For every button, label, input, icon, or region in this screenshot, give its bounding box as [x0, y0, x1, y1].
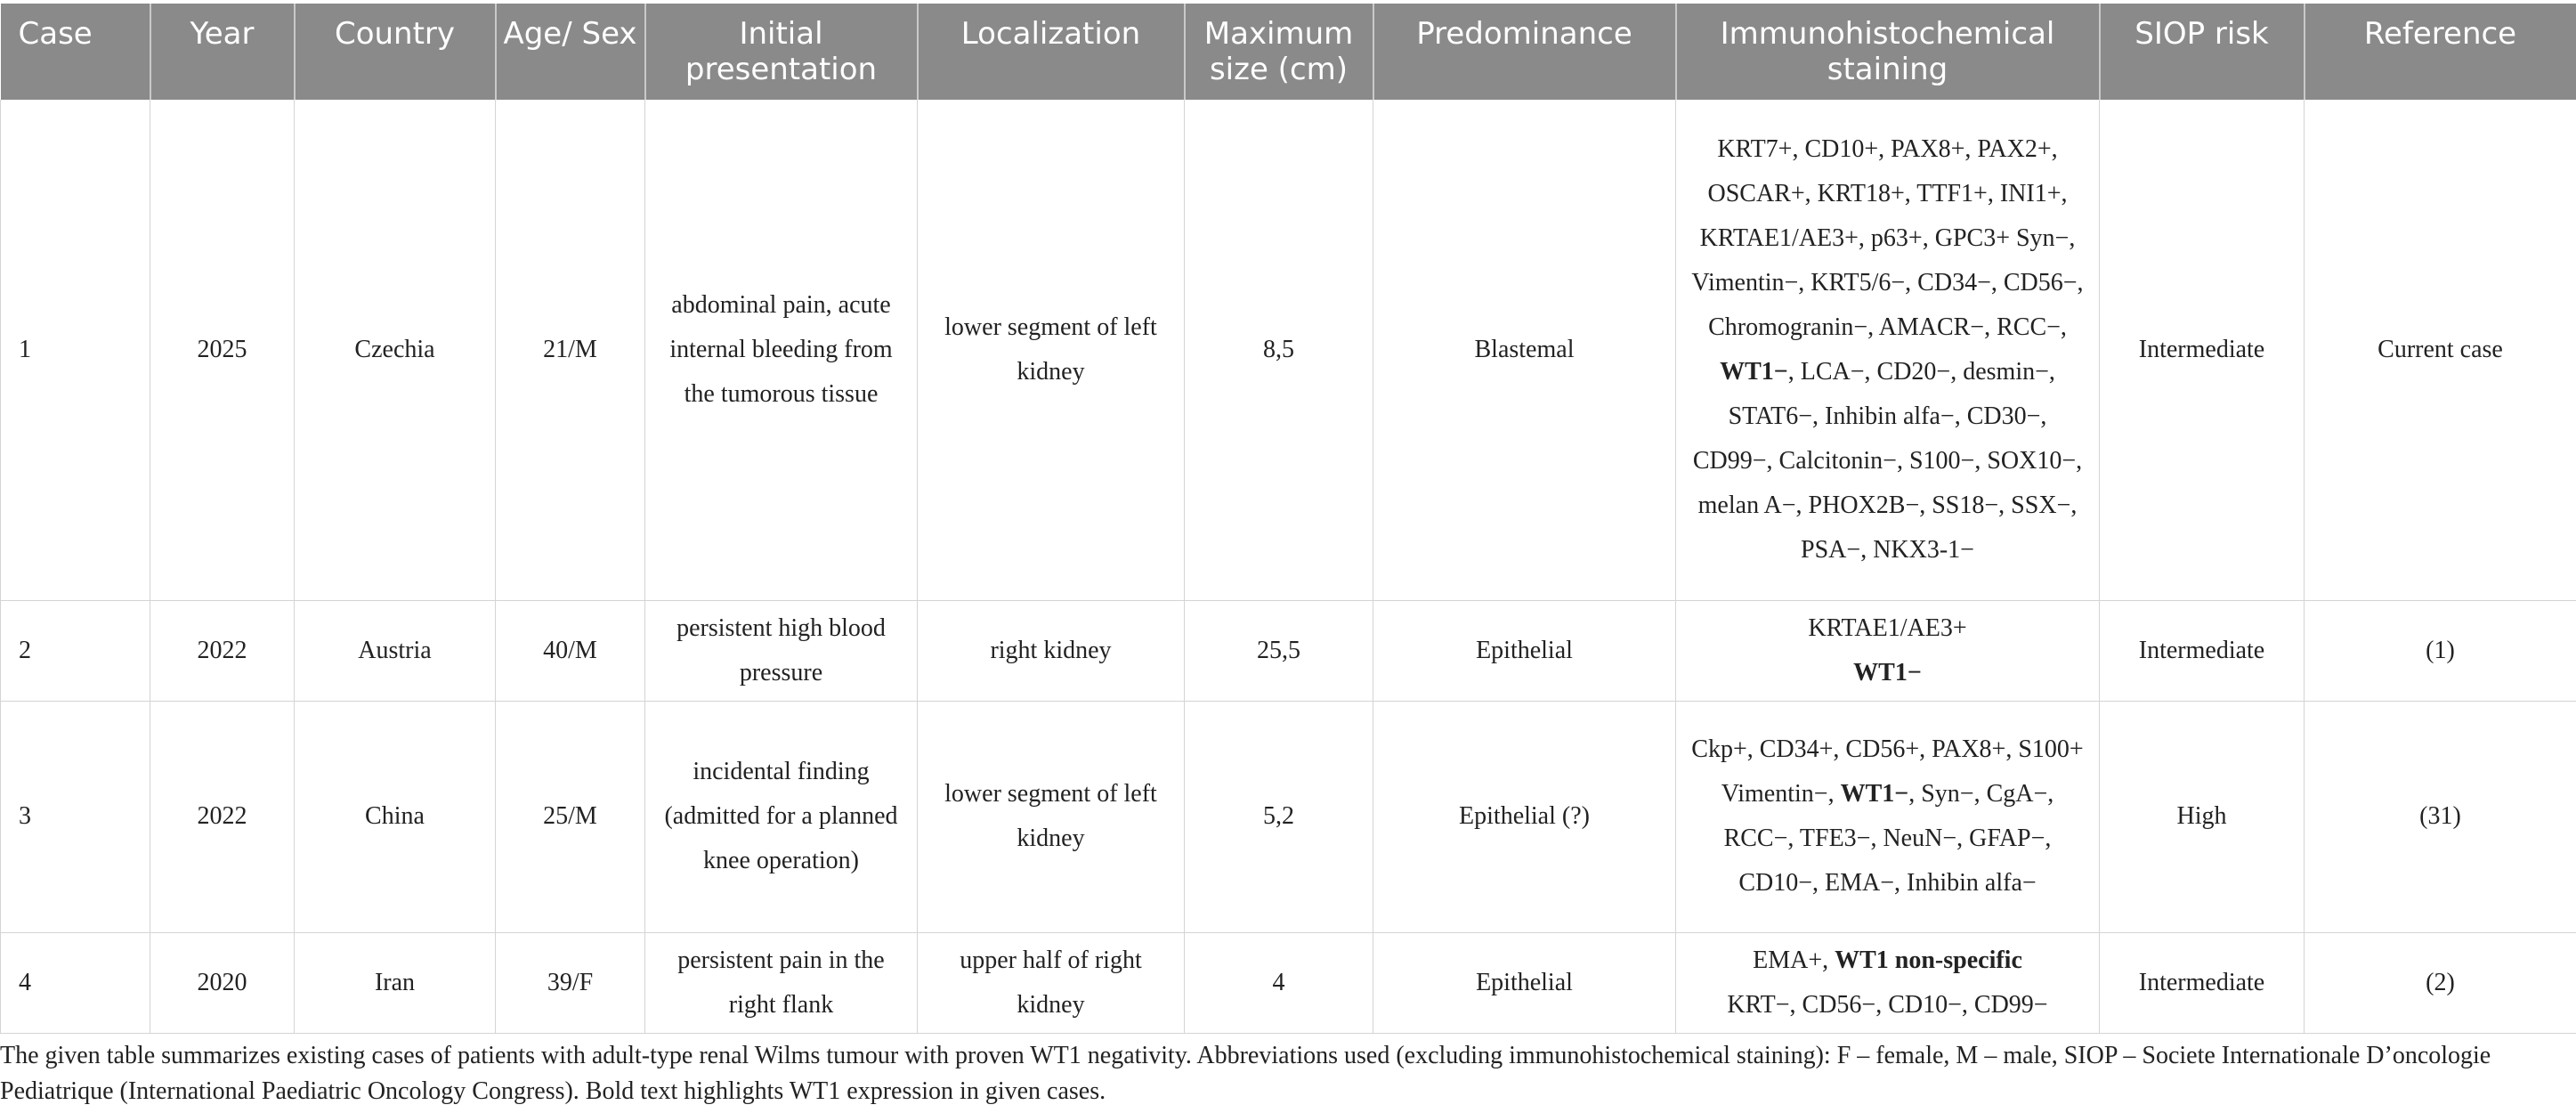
cell-age-sex: 40/M — [496, 600, 645, 701]
cell-max-size: 25,5 — [1185, 600, 1373, 701]
cell-presentation: persistent high blood pressure — [645, 600, 918, 701]
cell-localization: right kidney — [918, 600, 1185, 701]
wt1-expression: WT1− — [1840, 780, 1909, 808]
wt1-expression: WT1− — [1853, 658, 1922, 686]
wt1-expression: WT1 non-specific — [1835, 946, 2022, 974]
header-reference: Reference — [2305, 4, 2576, 100]
cell-age-sex: 25/M — [496, 701, 645, 932]
header-siop-risk: SIOP risk — [2100, 4, 2305, 100]
cell-age-sex: 39/F — [496, 932, 645, 1033]
header-immunohistochemical-staining: Immunohistochemical staining — [1676, 4, 2100, 100]
ihc-text: EMA+, — [1753, 946, 1829, 974]
ihc-text: KRT−, CD56−, CD10−, CD99− — [1727, 990, 2048, 1019]
cell-country: Iran — [295, 932, 496, 1033]
header-maximum-size: Maximum size (cm) — [1185, 4, 1373, 100]
header-year: Year — [150, 4, 295, 100]
header-localization: Localization — [918, 4, 1185, 100]
header-initial-presentation: Initial presentation — [645, 4, 918, 100]
cell-year: 2022 — [150, 701, 295, 932]
cell-case: 2 — [1, 600, 150, 701]
cell-siop-risk: Intermediate — [2100, 100, 2305, 600]
table-header-row — [1, 4, 2576, 100]
table-row — [1, 600, 2576, 701]
cell-max-size: 4 — [1185, 932, 1373, 1033]
header-predominance: Predominance — [1373, 4, 1676, 100]
cell-predominance: Epithelial — [1373, 600, 1676, 701]
cell-presentation: persistent pain in the right flank — [645, 932, 918, 1033]
wt1-expression: WT1− — [1720, 357, 1788, 386]
cell-year: 2025 — [150, 100, 295, 600]
reference-link[interactable]: (2) — [2426, 968, 2455, 996]
cell-country: China — [295, 701, 496, 932]
cell-year: 2022 — [150, 600, 295, 701]
ihc-text: Vimentin−, — [1721, 780, 1835, 808]
header-case: Case — [1, 4, 150, 100]
cell-country: Czechia — [295, 100, 496, 600]
cell-predominance: Epithelial — [1373, 932, 1676, 1033]
ihc-text: KRTAE1/AE3+ — [1808, 613, 1967, 642]
cell-ihc — [1676, 600, 2100, 701]
cell-presentation: incidental finding (admitted for a planned knee operation) — [645, 701, 918, 932]
cell-max-size: 8,5 — [1185, 100, 1373, 600]
cell-localization: upper half of right kidney — [918, 932, 1185, 1033]
cell-case: 1 — [1, 100, 150, 600]
cell-case: 3 — [1, 701, 150, 932]
cell-max-size: 5,2 — [1185, 701, 1373, 932]
cell-country: Austria — [295, 600, 496, 701]
cell-presentation: abdominal pain, acute internal bleeding from the tumorous tissue — [645, 100, 918, 600]
cell-siop-risk: Intermediate — [2100, 932, 2305, 1033]
cell-siop-risk: High — [2100, 701, 2305, 932]
cell-year: 2020 — [150, 932, 295, 1033]
cell-age-sex: 21/M — [496, 100, 645, 600]
cell-localization: lower segment of left kidney — [918, 701, 1185, 932]
cell-predominance: Blastemal — [1373, 100, 1676, 600]
ihc-text: KRT7+, CD10+, PAX8+, PAX2+, OSCAR+, KRT18+, TTF1+, INI1+, KRTAE1/AE3+, p63+, GPC3+ Syn−, Vimentin−, KRT5/6−, CD34−, CD56−, Chromogranin−, AMACR−, RCC−, — [1691, 134, 2084, 341]
cell-ihc — [1676, 100, 2100, 600]
header-age-sex: Age/ Sex — [496, 4, 645, 100]
cell-predominance: Epithelial (?) — [1373, 701, 1676, 932]
cell-ihc — [1676, 932, 2100, 1033]
ihc-text: , Syn−, CgA−, RCC−, TFE3−, NeuN−, GFAP−, CD10−, EMA−, Inhibin alfa− — [1723, 780, 2054, 897]
cell-localization: lower segment of left kidney — [918, 100, 1185, 600]
cases-table — [0, 4, 2576, 1034]
reference-link[interactable]: (1) — [2426, 636, 2455, 664]
cell-case: 4 — [1, 932, 150, 1033]
cell-reference — [2305, 932, 2576, 1033]
table-row — [1, 932, 2576, 1033]
cell-ihc — [1676, 701, 2100, 932]
cell-reference — [2305, 701, 2576, 932]
table-row — [1, 701, 2576, 932]
cell-reference — [2305, 600, 2576, 701]
ihc-text: Ckp+, CD34+, CD56+, PAX8+, S100+ — [1691, 735, 2084, 763]
reference-link[interactable]: (31) — [2419, 802, 2461, 830]
table-footnote: The given table summarizes existing cases of patients with adult-type renal Wilms tumour with proven WT1 negativity. Abbreviations used (excluding immunohistochemical staining): F – female, M – male, SIOP – Societe Internationale D’oncologie Pediatrique (International Paediatric Oncology Congress). Bold text highlights WT1 expression in given cases. — [0, 1042, 2491, 1105]
ihc-text: , LCA−, CD20−, desmin−, STAT6−, Inhibin alfa−, CD30−, CD99−, Calcitonin−, S100−, SOX10−, melan A−, PHOX2B−, SS18−, SSX−, PSA−, NKX3-1− — [1692, 357, 2083, 564]
cell-siop-risk: Intermediate — [2100, 600, 2305, 701]
table-row — [1, 100, 2576, 600]
header-country: Country — [295, 4, 496, 100]
cell-reference: Current case — [2305, 100, 2576, 600]
